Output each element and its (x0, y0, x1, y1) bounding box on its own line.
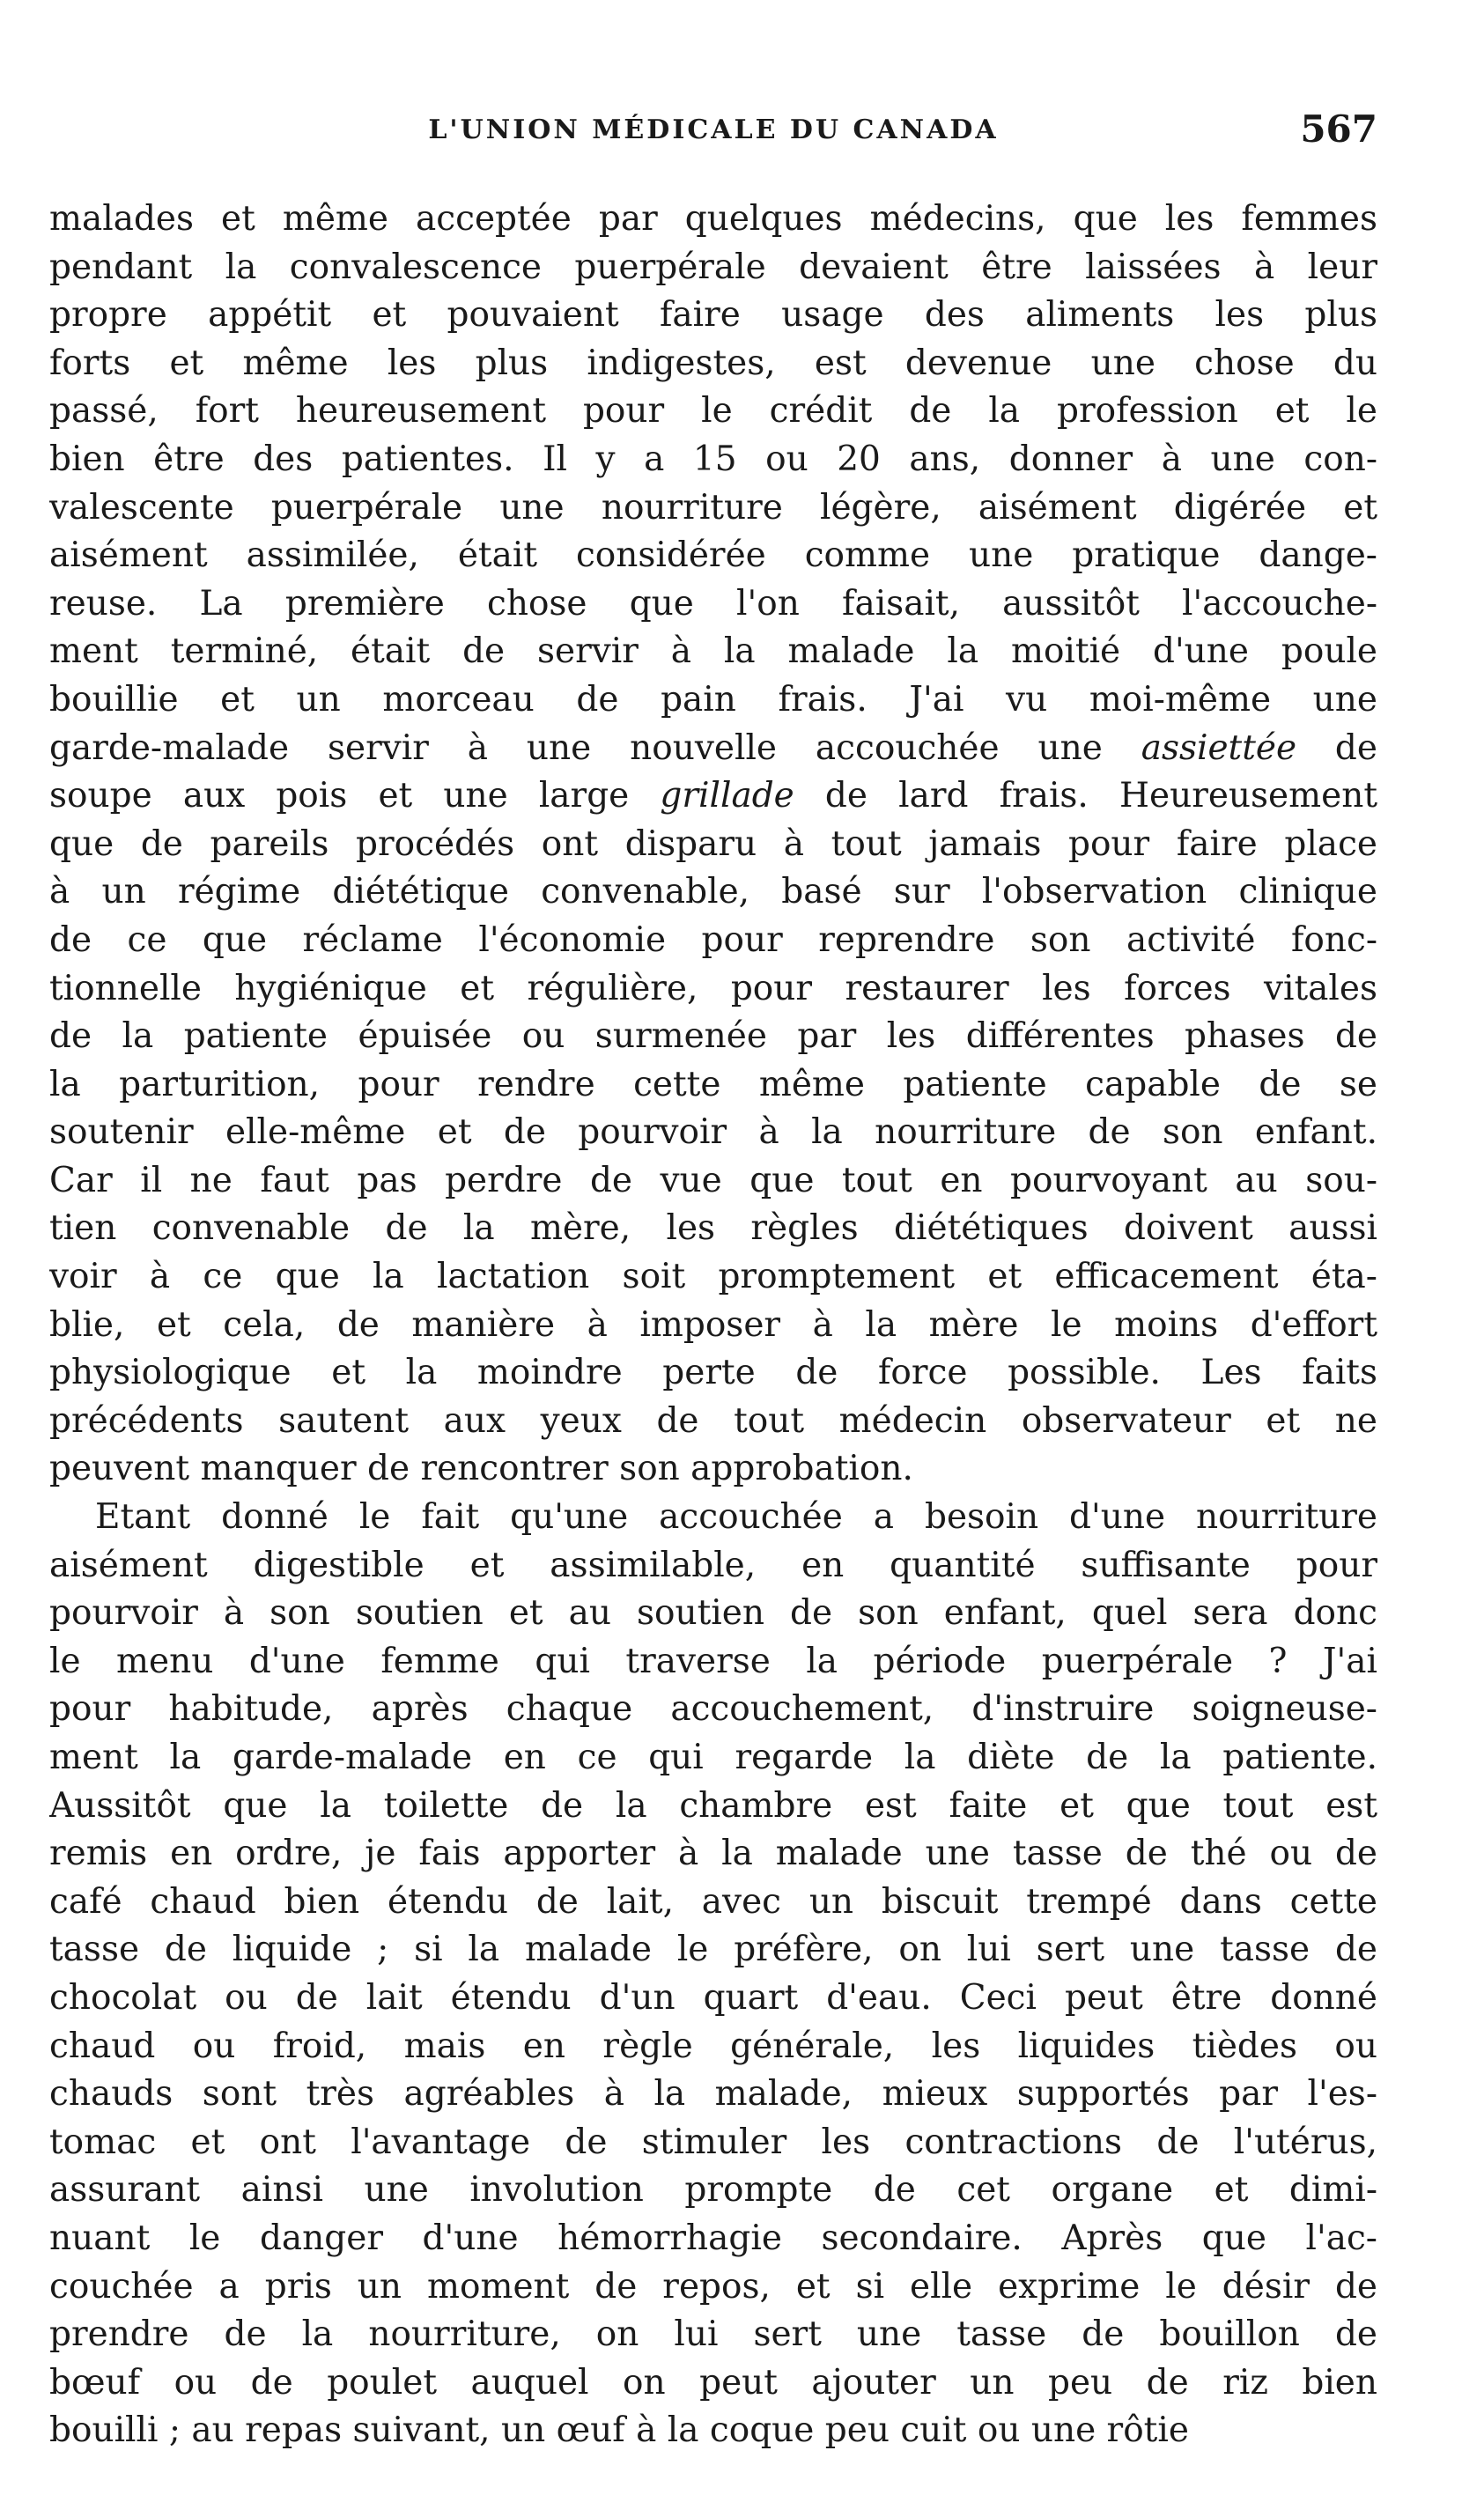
text-segment: à un régime diététique convenable, basé sur l'observation clinique (49, 872, 1377, 912)
text-line (49, 868, 1377, 917)
text-segment: Etant donné le fait qu'une accouchée a besoin d'une nourriture (95, 1497, 1377, 1538)
text-line (49, 1879, 1377, 1927)
text-segment: peuvent manquer de rencontrer son approbation. (49, 1449, 913, 1489)
text-line (49, 1205, 1377, 1253)
text-segment: couchée a pris un moment de repos, et si elle exprime le désir de (49, 2266, 1377, 2307)
running-head: L'UNION MÉDICALE DU CANADA (428, 114, 999, 145)
paragraph (49, 1494, 1377, 2455)
text-line (49, 1253, 1377, 1302)
text-segment: passé, fort heureusement pour le crédit de la profession et le (49, 391, 1377, 432)
text-line (49, 1830, 1377, 1879)
text-segment: Car il ne faut pas perdre de vue que tout en pourvoyant au sou- (49, 1160, 1377, 1200)
text-segment: tien convenable de la mère, les règles diététiques doivent aussi (49, 1208, 1377, 1249)
paragraph (49, 196, 1377, 1494)
text-line (49, 2071, 1377, 2119)
text-segment: pendant la convalescence puerpérale devaient être laissées à leur (49, 247, 1377, 287)
page-number: 567 (1300, 107, 1377, 151)
italic-text: grillade (660, 776, 794, 816)
text-segment: garde-malade servir à une nouvelle accouchée une (49, 727, 1141, 768)
text-line (49, 1445, 1377, 1494)
text-segment: soutenir elle-même et de pourvoir à la nourriture de son enfant. (49, 1112, 1377, 1153)
text-line (49, 244, 1377, 292)
text-line (49, 1926, 1377, 1975)
text-segment: pour habitude, après chaque accouchement, d'instruire soigneuse- (49, 1689, 1377, 1730)
text-line (49, 1975, 1377, 2023)
text-segment: aisément assimilée, était considérée comme une pratique dange- (49, 535, 1377, 576)
text-line (49, 628, 1377, 676)
text-line (49, 1013, 1377, 1061)
text-line (49, 2119, 1377, 2167)
text-segment: physiologique et la moindre perte de force possible. Les faits (49, 1353, 1377, 1393)
text-line (49, 917, 1377, 965)
text-segment: tomac et ont l'avantage de stimuler les contractions de l'utérus, (49, 2122, 1377, 2162)
body-text (49, 196, 1377, 2455)
text-line (49, 2407, 1377, 2455)
text-line (49, 1638, 1377, 1687)
text-segment: précédents sautent aux yeux de tout médecin observateur et ne (49, 1400, 1377, 1441)
text-segment: la parturition, pour rendre cette même patiente capable de se (49, 1064, 1377, 1104)
text-line (49, 1686, 1377, 1734)
text-segment: valescente puerpérale une nourriture légère, aisément digérée et (49, 487, 1377, 528)
text-segment: café chaud bien étendu de lait, avec un biscuit trempé dans cette (49, 1881, 1377, 1922)
text-segment: bien être des patientes. Il y a 15 ou 20 ans, donner à une con- (49, 439, 1377, 479)
text-line (49, 1302, 1377, 1350)
text-segment: reuse. La première chose que l'on faisait, aussitôt l'accouche- (49, 583, 1377, 624)
text-segment: tasse de liquide ; si la malade le préfère, on lui sert une tasse de (49, 1930, 1377, 1970)
text-line (49, 436, 1377, 484)
text-line (49, 965, 1377, 1014)
text-line (49, 1061, 1377, 1110)
text-line (49, 532, 1377, 580)
text-segment: le menu d'une femme qui traverse la période puerpérale ? J'ai (49, 1641, 1377, 1681)
text-line (49, 772, 1377, 821)
text-segment: soupe aux pois et une large (49, 776, 661, 816)
text-line (49, 2311, 1377, 2359)
text-segment: ment la garde-malade en ce qui regarde la diète de la patiente. (49, 1738, 1377, 1777)
text-line (49, 2359, 1377, 2408)
text-segment: chocolat ou de lait étendu d'un quart d'eau. Ceci peut être donné (49, 1977, 1377, 2018)
text-segment: malades et même acceptée par quelques médecins, que les femmes (49, 199, 1377, 239)
text-segment: bœuf ou de poulet auquel on peut ajouter un peu de riz bien (49, 2362, 1377, 2403)
text-segment: que de pareils procédés ont disparu à tout jamais pour faire place (49, 823, 1377, 864)
text-line (49, 340, 1377, 388)
text-line (49, 388, 1377, 436)
text-line (49, 2023, 1377, 2071)
text-segment: voir à ce que la lactation soit promptement et efficacement éta- (49, 1257, 1377, 1297)
text-line (49, 2263, 1377, 2312)
text-line (49, 1398, 1377, 1446)
page-header (49, 107, 1377, 166)
text-segment: Aussitôt que la toilette de la chambre est faite et que tout est (49, 1785, 1377, 1826)
text-line (49, 1734, 1377, 1783)
text-segment: pourvoir à son soutien et au soutien de son enfant, quel sera donc (49, 1593, 1377, 1634)
text-segment: de ce que réclame l'économie pour reprendre son activité fonc- (49, 919, 1377, 960)
italic-text: assiettée (1141, 727, 1297, 768)
text-line (49, 1494, 1377, 1542)
text-line (49, 580, 1377, 629)
text-line (49, 1349, 1377, 1398)
text-line (49, 1783, 1377, 1831)
text-segment: chauds sont très agréables à la malade, mieux supportés par l'es- (49, 2074, 1377, 2115)
text-segment: bouilli ; au repas suivant, un œuf à la coque peu cuit ou une rôtie (49, 2410, 1189, 2451)
text-line (49, 2215, 1377, 2263)
text-line (49, 1109, 1377, 1157)
text-segment: nuant le danger d'une hémorrhagie secondaire. Après que l'ac- (49, 2218, 1377, 2258)
text-segment: remis en ordre, je fais apporter à la malade une tasse de thé ou de (49, 1834, 1377, 1874)
text-line (49, 1157, 1377, 1206)
text-segment: de (1296, 727, 1377, 768)
text-line (49, 821, 1377, 869)
text-segment: aisément digestible et assimilable, en quantité suffisante pour (49, 1545, 1377, 1585)
text-line (49, 1590, 1377, 1638)
text-segment: assurant ainsi une involution prompte de cet organe et dimi- (49, 2170, 1377, 2211)
text-segment: chaud ou froid, mais en règle générale, les liquides tièdes ou (49, 2026, 1377, 2066)
text-segment: tionnelle hygiénique et régulière, pour restaurer les forces vitales (49, 968, 1377, 1008)
text-segment: forts et même les plus indigestes, est devenue une chose du (49, 343, 1377, 383)
text-line (49, 1542, 1377, 1591)
text-segment: de la patiente épuisée ou surmenée par les différentes phases de (49, 1016, 1377, 1057)
text-segment: ment terminé, était de servir à la malade la moitié d'une poule (49, 631, 1377, 672)
text-line (49, 2167, 1377, 2215)
text-line (49, 484, 1377, 533)
text-segment: de lard frais. Heureusement (794, 776, 1377, 816)
text-segment: bouillie et un morceau de pain frais. J'ai vu moi-même une (49, 679, 1377, 720)
text-segment: prendre de la nourriture, on lui sert une tasse de bouillon de (49, 2314, 1377, 2355)
text-line (49, 196, 1377, 244)
text-line (49, 725, 1377, 773)
text-line (49, 292, 1377, 340)
text-segment: blie, et cela, de manière à imposer à la mère le moins d'effort (49, 1304, 1377, 1345)
text-segment: propre appétit et pouvaient faire usage des aliments les plus (49, 295, 1377, 336)
text-line (49, 676, 1377, 725)
